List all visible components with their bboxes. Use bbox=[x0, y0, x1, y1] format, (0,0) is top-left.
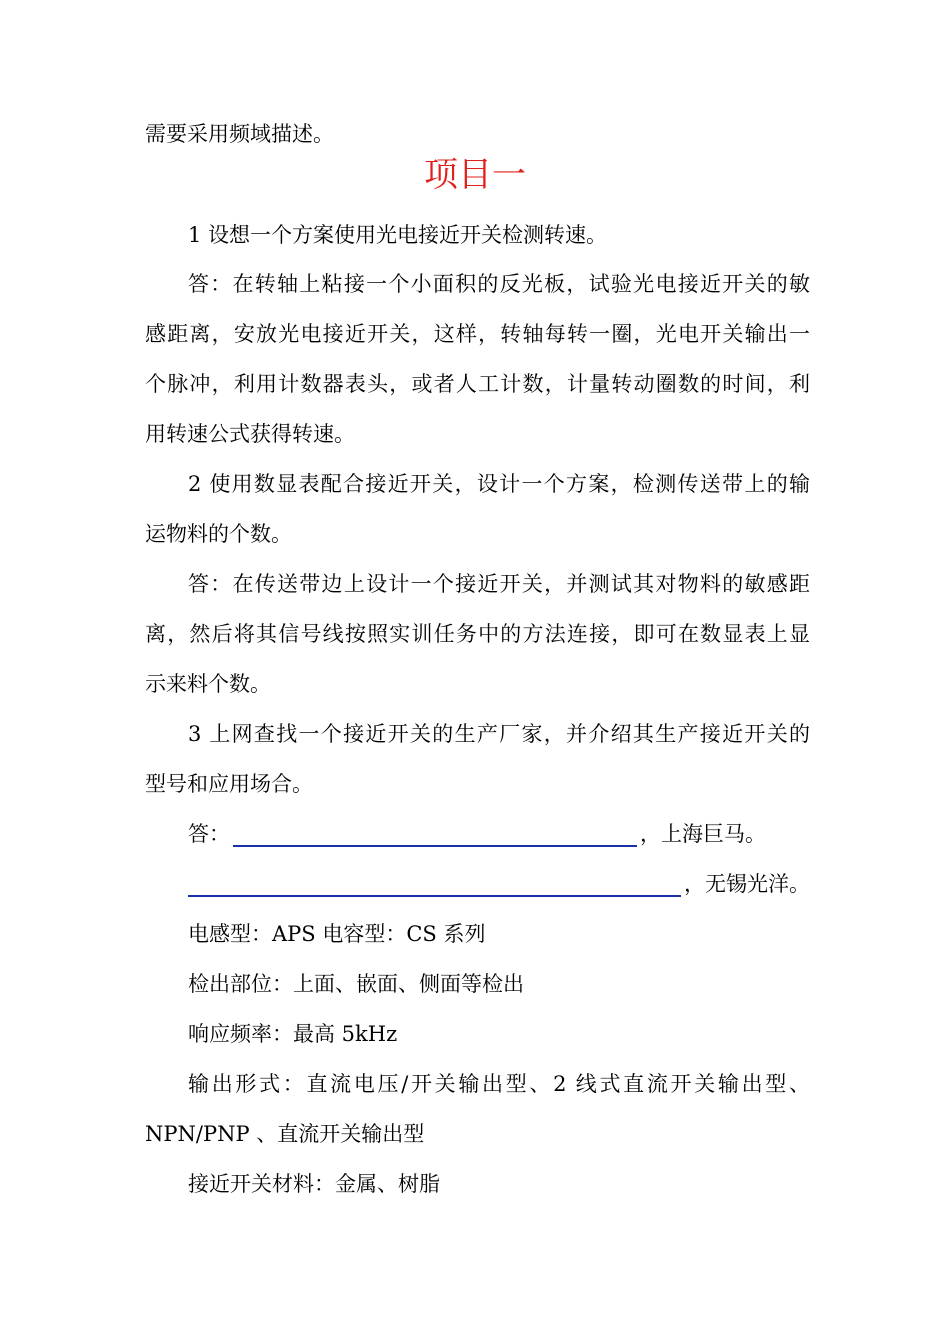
answer-3-prefix: 答： bbox=[188, 822, 230, 846]
question-3-line-2: 型号和应用场合。 bbox=[145, 772, 313, 796]
manufacturer-2: ，无锡光洋。 bbox=[684, 872, 810, 896]
detail-sensor-types: 电感型：APS 电容型：CS 系列 bbox=[188, 922, 486, 946]
answer-2-line-3: 示来料个数。 bbox=[145, 672, 271, 696]
answer-1-line-4: 用转速公式获得转速。 bbox=[145, 422, 355, 446]
detail-output-form-line-2: NPN/PNP 、直流开关输出型 bbox=[145, 1122, 425, 1146]
question-3-line-1: 3 上网查找一个接近开关的生产厂家，并介绍其生产接近开关的 bbox=[188, 722, 810, 746]
question-2-line-1: 2 使用数显表配合接近开关，设计一个方案，检测传送带上的输 bbox=[188, 472, 810, 496]
detail-output-form-line-1: 输出形式：直流电压/开关输出型、2 线式直流开关输出型、 bbox=[188, 1072, 810, 1096]
blank-underline-2 bbox=[188, 895, 681, 897]
answer-1-line-2: 感距离，安放光电接近开关，这样，转轴每转一圈，光电开关输出一 bbox=[145, 322, 810, 346]
question-2-line-2: 运物料的个数。 bbox=[145, 522, 292, 546]
answer-1-line-1: 答：在转轴上粘接一个小面积的反光板，试验光电接近开关的敏 bbox=[188, 272, 810, 296]
manufacturer-1: ，上海巨马。 bbox=[640, 822, 766, 846]
detail-detection-position: 检出部位：上面、嵌面、侧面等检出 bbox=[188, 972, 524, 996]
answer-2-line-1: 答：在传送带边上设计一个接近开关，并测试其对物料的敏感距 bbox=[188, 572, 810, 596]
question-1: 1 设想一个方案使用光电接近开关检测转速。 bbox=[188, 223, 608, 247]
detail-response-frequency: 响应频率：最高 5kHz bbox=[188, 1022, 398, 1046]
answer-1-line-3: 个脉冲，利用计数器表头，或者人工计数，计量转动圈数的时间，利 bbox=[145, 372, 810, 396]
answer-2-line-2: 离，然后将其信号线按照实训任务中的方法连接，即可在数显表上显 bbox=[145, 622, 810, 646]
blank-underline-1 bbox=[233, 845, 637, 847]
section-title: 项目一 bbox=[424, 155, 526, 195]
detail-material: 接近开关材料：金属、树脂 bbox=[188, 1172, 440, 1196]
lead-text: 需要采用频域描述。 bbox=[145, 122, 334, 146]
